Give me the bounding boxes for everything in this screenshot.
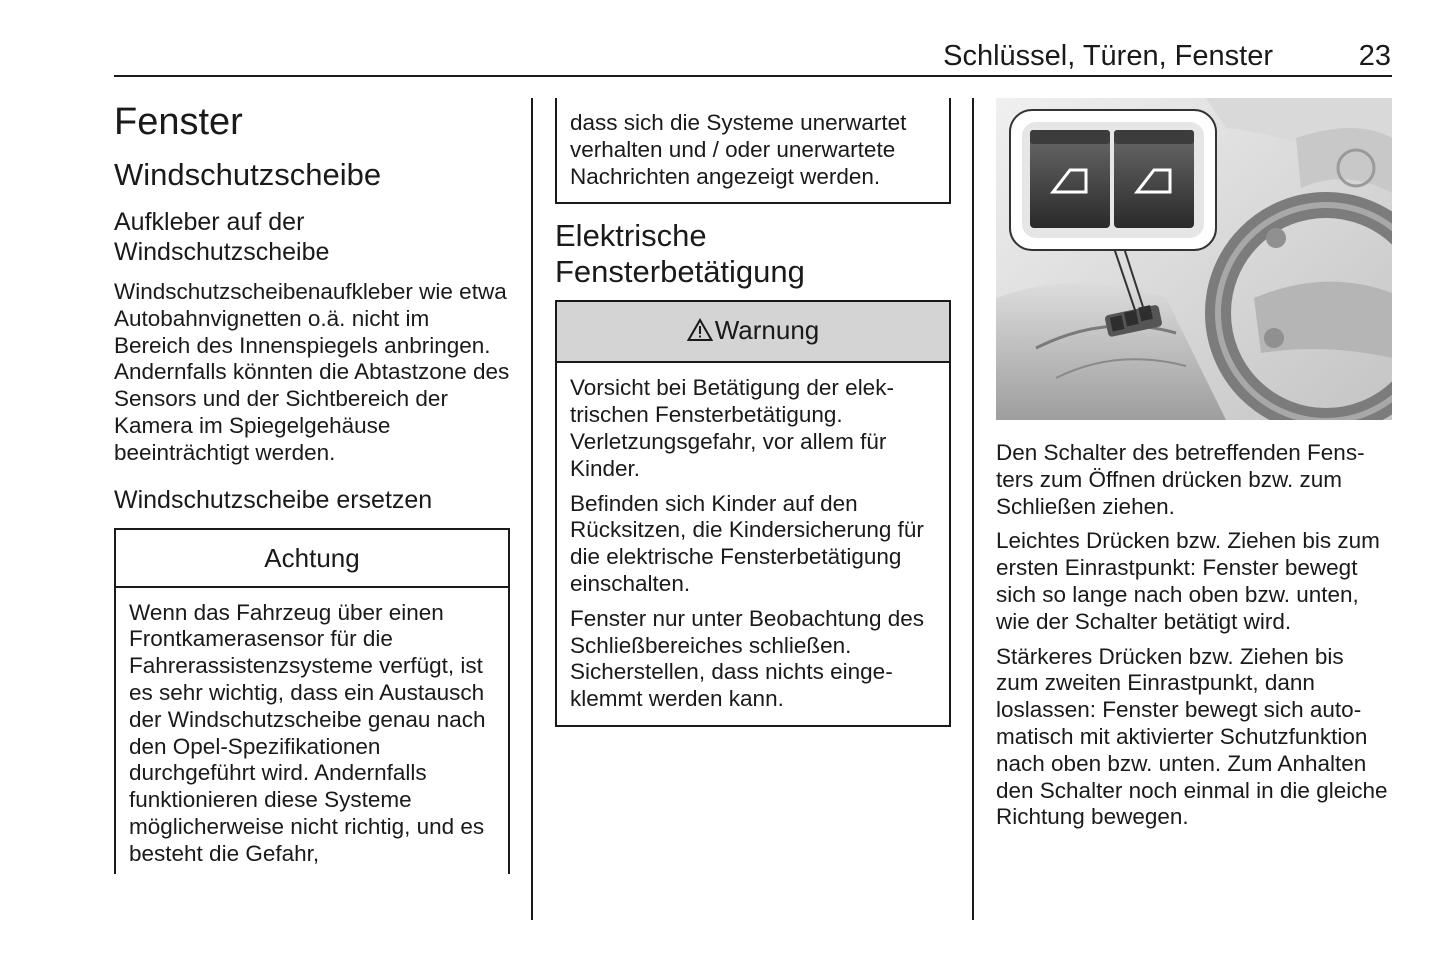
column-3-text [996, 440, 1392, 831]
subsection-title: Windschutzscheibe [114, 157, 382, 192]
section-title: Fenster [114, 101, 243, 143]
topic-title-stickers: Aufkleber auf der Windschutzscheibe [114, 208, 330, 266]
caution-box [114, 528, 510, 874]
column-divider-left [531, 98, 533, 920]
warning-header [557, 302, 949, 363]
caution-title: Achtung [116, 530, 508, 588]
page-number: 23 [1358, 40, 1391, 72]
warning-text-3: Fenster nur unter Beobachtung des Schließbereiches schließen. Sicherstellen, dass nichts eingeklemmt werden kann. [570, 605, 924, 712]
column-1 [114, 98, 510, 874]
stickers-paragraph: Windschutzscheibenaufkleber wie etwa Autobahnvignetten o.ä. nicht im Bereich des Innenspiegels anbringen. Andernfalls könnten die Abtastzone des Sensors und der Sichtbereich der Kamera im Spiegelgehäuse beeinträchtigt werden. [114, 279, 510, 465]
warning-text-2: Befinden sich Kinder auf den Rücksitzen, die Kindersicherung für die elektrische Fensterbetätigung einschalten. [570, 490, 924, 596]
instruction-paragraph-3: Stärkeres Drücken bzw. Ziehen bis zum zweiten Einrastpunkt, dann loslassen: Fenster bewegt sich automatisch mit aktivierter Schutzfunktion nach oben bzw. unten. Zum Anhalten den Schalter noch einmal in die gleiche Richtung bewegen. [996, 643, 1388, 830]
topic-title-replace: Windschutzscheibe ersetzen [114, 485, 433, 514]
caution-body [116, 588, 508, 874]
caution-box-continued [555, 98, 951, 204]
caution-text-continued: dass sich die Systeme unerwartet verhalten und / oder unerwartete Nachrichten angezeigt werden. [570, 110, 907, 189]
warning-text-1: Vorsicht bei Betätigung der elektrischen Fensterbetätigung. Verletzungsgefahr, vor allem für Kinder. [570, 375, 894, 481]
caution-text: Wenn das Fahrzeug über einen Frontkamerasensor für die Fahrerassistenzsysteme verfügt, ist es sehr wichtig, dass ein Austausch der Windschutzscheibe genau nach den Opel-Spezifikationen durchgeführt wird. Andernfalls funktionieren diese Systeme möglicherweise nicht richtig, und es besteht die Gefahr, [129, 599, 486, 866]
column-2 [555, 98, 951, 727]
subsection-title-windows: Elektrische Fensterbetätigung [555, 218, 805, 290]
running-header-title: Schlüssel, Türen, Fenster [943, 40, 1273, 72]
instruction-paragraph-1: Den Schalter des betreffenden Fensters zum Öffnen drücken bzw. zum Schließen ziehen. [996, 440, 1365, 519]
warning-box [555, 300, 951, 727]
warning-triangle-icon [687, 305, 713, 361]
window-switch-illustration [996, 98, 1392, 420]
warning-title: Warnung [714, 315, 820, 346]
column-divider-right [972, 98, 974, 920]
header-rule [114, 75, 1392, 77]
warning-body [557, 363, 949, 725]
instruction-paragraph-2: Leichtes Drücken bzw. Ziehen bis zum ersten Einrastpunkt: Fenster bewegt sich so lange nach oben bzw. unten, wie der Schalter betätigt wird. [996, 528, 1380, 634]
